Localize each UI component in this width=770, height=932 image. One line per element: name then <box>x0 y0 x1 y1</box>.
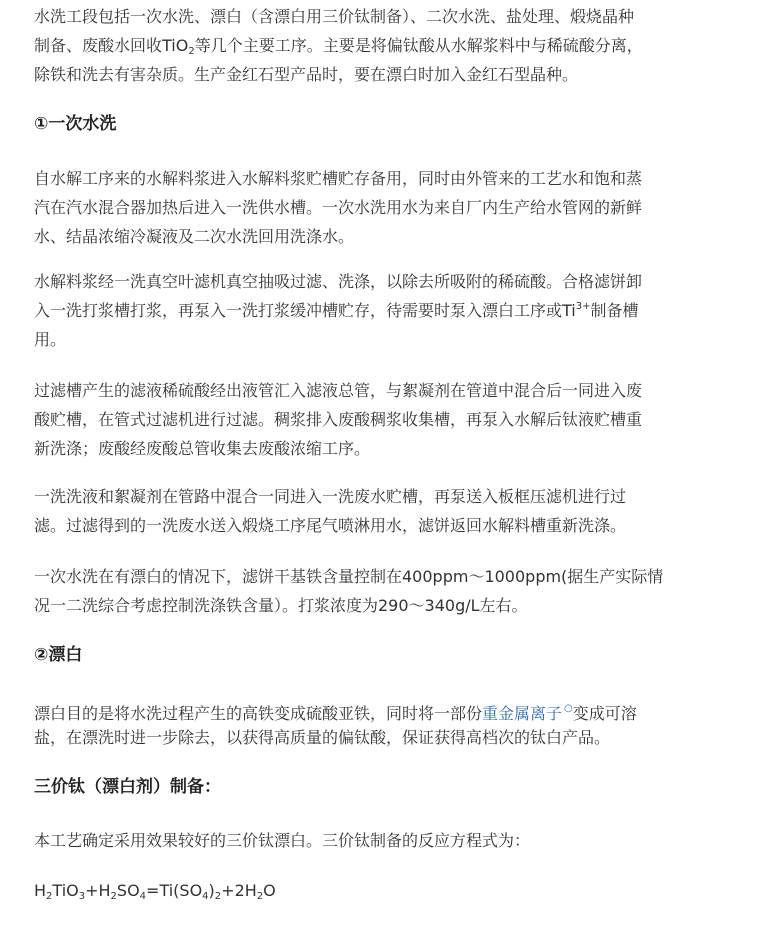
p1-line-3: 水、结晶浓缩冷凝液及二次水洗回用洗涤水。 <box>34 227 355 246</box>
p5-line-1: 一次水洗在有漂白的情况下，滤饼干基铁含量控制在400ppm～1000ppm(据生产实际情 <box>34 567 664 586</box>
p3-line-3: 新洗涤；废酸经废酸总管收集去废酸浓缩工序。 <box>34 439 371 458</box>
p2-line-3: 用。 <box>34 330 67 349</box>
intro-paragraph <box>34 2 734 89</box>
p6-line-1: 漂白目的是将水洗过程产生的高铁变成硫酸亚铁，同时将一部份重金属离子 ○变成可溶 <box>34 703 637 723</box>
p5-line-2: 况一二洗综合考虑控制洗涤铁含量）。打浆浓度为290～340g/L左右。 <box>34 596 528 615</box>
p3-line-2: 酸贮槽，在管式过滤机进行过滤。稠浆排入废酸稠浆收集槽，再泵入水解后钛液贮槽重 <box>34 410 643 429</box>
section-heading-bleaching: ②漂白 <box>34 645 83 665</box>
section-heading-first-wash: ①一次水洗 <box>34 114 117 134</box>
section-heading-titanium-prep: 三价钛（漂白剂）制备： <box>34 777 221 797</box>
p3-line-1: 过滤槽产生的滤液稀硫酸经出液管汇入滤液总管，与絮凝剂在管道中混合后一同进入废 <box>34 381 643 400</box>
paragraph-bleaching-purpose <box>34 694 734 752</box>
p7-line-1: 本工艺确定采用效果较好的三价钛漂白。三价钛制备的反应方程式为： <box>34 831 531 850</box>
paragraph-reaction-intro <box>34 826 734 855</box>
p6-line-2: 盐，在漂洗时进一步除去，以获得高质量的偏钛酸，保证获得高档次的钛白产品。 <box>34 728 611 747</box>
p1-line-2: 汽在汽水混合器加热后进入一洗供水槽。一次水洗用水为来自厂内生产给水管网的新鲜 <box>34 198 643 217</box>
p2-line-2: 入一洗打浆槽打浆，再泵入一洗打浆缓冲槽贮存，待需要时泵入漂白工序或$Ti^{3+}$制备槽 <box>34 301 639 320</box>
intro-line-1: 水洗工段包括一次水洗、漂白（含漂白用三价钛制备）、二次水洗、盐处理、煅烧晶种 <box>34 7 635 26</box>
intro-line-2: 制备、废酸水回收TiO$_2$等几个主要工序。主要是将偏钛酸从水解浆料中与稀硫酸分离， <box>34 36 643 57</box>
link-marker-icon: ○ <box>564 703 573 714</box>
paragraph-filtrate <box>34 376 734 463</box>
paragraph-hydrolysis-slurry <box>34 164 734 251</box>
reaction-equation: $H_2TiO_3+H_2SO_4=Ti(SO_4)_2+2H_2O$ <box>34 881 276 902</box>
paragraph-iron-content <box>34 562 734 620</box>
heavy-metal-ion-link[interactable]: 重金属离子 <box>482 704 563 723</box>
p1-line-1: 自水解工序来的水解料浆进入水解料浆贮槽贮存备用，同时由外管来的工艺水和饱和蒸 <box>34 169 643 188</box>
intro-line-3: 除铁和洗去有害杂质。生产金红石型产品时，要在漂白时加入金红石型晶种。 <box>34 65 579 84</box>
p2-line-1: 水解料浆经一洗真空叶滤机真空抽吸过滤、洗涤，以除去所吸附的稀硫酸。合格滤饼卸 <box>34 272 643 291</box>
paragraph-vacuum-filter <box>34 267 734 354</box>
paragraph-wash-liquid <box>34 482 734 540</box>
p4-line-1: 一洗洗液和絮凝剂在管路中混合一同进入一洗废水贮槽，再泵送入板框压滤机进行过 <box>34 487 627 506</box>
p4-line-2: 滤。过滤得到的一洗废水送入煅烧工序尾气喷淋用水，滤饼返回水解料槽重新洗涤。 <box>34 516 627 535</box>
